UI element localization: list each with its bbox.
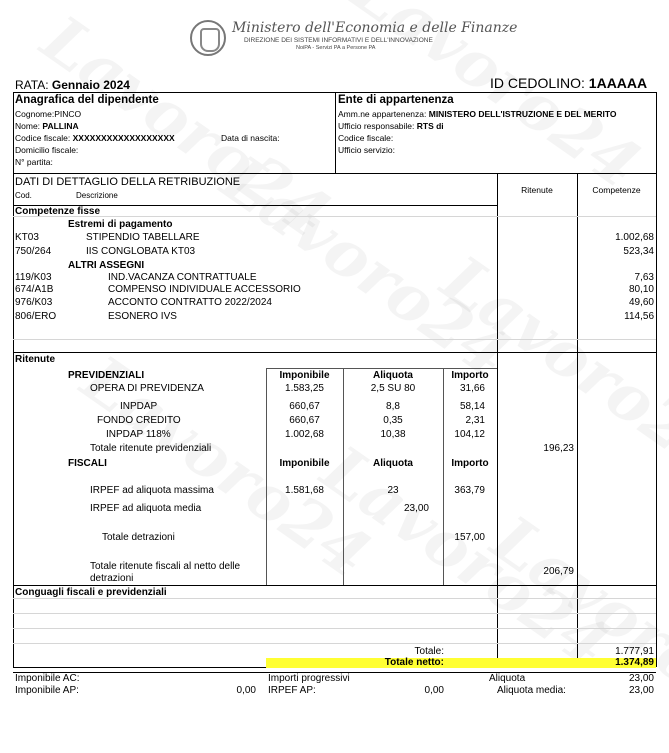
totale-previdenziali-value: 196,23	[543, 443, 574, 454]
aliquota-value: 23,00	[628, 673, 654, 684]
table-row: INPDAP 660,67 8,8 58,14	[120, 401, 485, 412]
domicilio: Domicilio fiscale:	[15, 145, 79, 155]
cognome: Cognome:PINCO	[15, 109, 82, 119]
totale-fiscali-label-2: detrazioni	[90, 573, 134, 584]
col-aliquota: Aliquota	[373, 370, 413, 381]
col-importo-fiscali: Importo	[451, 458, 489, 469]
col-imponibile: Imponibile	[279, 370, 330, 381]
tagline: NoiPA - Servizi PA a Persone PA	[296, 45, 376, 51]
irpef-max-imponibile: 1.581,68	[285, 485, 324, 496]
ritenute-title: Ritenute	[15, 354, 55, 365]
aliquota-label: Aliquota	[489, 673, 526, 684]
totale-value: 1.777,91	[615, 646, 654, 657]
irpef-max-importo: 363,79	[454, 485, 485, 496]
imponibile-ap-value: 0,00	[236, 685, 256, 696]
ufficio-responsabile: Ufficio responsabile: RTS di	[338, 121, 444, 131]
partita: N° partita:	[15, 157, 53, 167]
irpef-max-label: IRPEF ad aliquota massima	[90, 485, 214, 496]
col-aliquota-fiscali: Aliquota	[373, 458, 413, 469]
totale-fiscali-label: Totale ritenute fiscali al netto delle	[90, 561, 241, 572]
irpef-media-aliquota: 23,00	[403, 503, 429, 514]
col-importo: Importo	[451, 370, 489, 381]
col-imponibile-fiscali: Imponibile	[279, 458, 330, 469]
nome: Nome: PALLINA	[15, 121, 79, 131]
table-row: OPERA DI PREVIDENZA 1.583,25 2,5 SU 80 31,66	[90, 383, 485, 394]
irpef-media-label: IRPEF ad aliquota media	[90, 503, 202, 514]
codice-fiscale: Codice fiscale: XXXXXXXXXXXXXXXXXX	[15, 133, 175, 143]
amministrazione: Amm.ne appartenenza: MINISTERO DELL'ISTRUZIONE E DEL MERITO	[338, 109, 617, 119]
aliquota-media-label: Aliquota media:	[497, 685, 566, 696]
table-row: FONDO CREDITO 660,67 0,35 2,31	[97, 415, 485, 426]
republic-emblem-icon	[190, 20, 226, 56]
table-row: 976/K03 ACCONTO CONTRATTO 2022/2024 49,60	[15, 297, 654, 308]
irpef-ap-value: 0,00	[424, 685, 444, 696]
ente-codice-fiscale: Codice fiscale:	[338, 133, 394, 143]
imponibile-ap: Imponibile AP:	[15, 685, 79, 696]
irpef-max-aliquota: 23	[387, 485, 399, 496]
previdenziali-title: PREVIDENZIALI	[68, 370, 145, 381]
totale-netto-label: Totale netto:	[384, 657, 444, 668]
table-row: INPDAP 118% 1.002,68 10,38 104,12	[106, 429, 485, 440]
col-cod: Cod.	[15, 191, 32, 200]
col-descrizione: Descrizione	[76, 191, 118, 200]
table-row: 806/ERO ESONERO IVS 114,56	[15, 311, 654, 322]
detail-title: DATI DI DETTAGLIO DELLA RETRIBUZIONE	[15, 176, 241, 188]
estremi-pagamento: Estremi di pagamento	[68, 219, 173, 230]
aliquota-media-value: 23,00	[628, 685, 654, 696]
detrazioni-label: Totale detrazioni	[102, 532, 175, 543]
data-nascita: Data di nascita:	[221, 133, 280, 143]
conguagli-title: Conguagli fiscali e previdenziali	[15, 587, 167, 598]
col-competenze: Competenze	[592, 185, 641, 195]
table-row: 674/A1B COMPENSO INDIVIDUALE ACCESSORIO 80,10	[15, 284, 654, 295]
totale-netto-value: 1.374,89	[615, 657, 654, 668]
ministry-name: Ministero dell'Economia e delle Finanze	[232, 20, 518, 36]
altri-assegni: ALTRI ASSEGNI	[68, 260, 145, 271]
totale-label: Totale:	[414, 646, 444, 657]
fiscali-title: FISCALI	[68, 458, 107, 469]
id-cedolino: ID CEDOLINO: 1AAAAA	[490, 75, 648, 91]
competenze-fisse: Competenze fisse	[15, 206, 101, 217]
totale-previdenziali-label: Totale ritenute previdenziali	[90, 443, 212, 454]
rata: RATA: Gennaio 2024	[15, 78, 130, 92]
table-row: KT03 STIPENDIO TABELLARE 1.002,68	[15, 232, 654, 243]
importi-progressivi: Importi progressivi	[268, 673, 350, 684]
imponibile-ac: Imponibile AC:	[15, 673, 80, 684]
col-ritenute: Ritenute	[521, 185, 553, 195]
detrazioni-value: 157,00	[454, 532, 485, 543]
totale-fiscali-value: 206,79	[543, 566, 574, 577]
irpef-ap: IRPEF AP:	[268, 685, 316, 696]
ufficio-servizio: Ufficio servizio:	[338, 145, 395, 155]
ente-title: Ente di appartenenza	[338, 94, 454, 106]
table-row: 119/K03 IND.VACANZA CONTRATTUALE 7,63	[15, 272, 654, 283]
department-name: DIREZIONE DEI SISTEMI INFORMATIVI E DELL'INNOVAZIONE	[244, 37, 433, 44]
table-row: 750/264 IIS CONGLOBATA KT03 523,34	[15, 246, 654, 257]
employee-title: Anagrafica del dipendente	[15, 94, 159, 106]
